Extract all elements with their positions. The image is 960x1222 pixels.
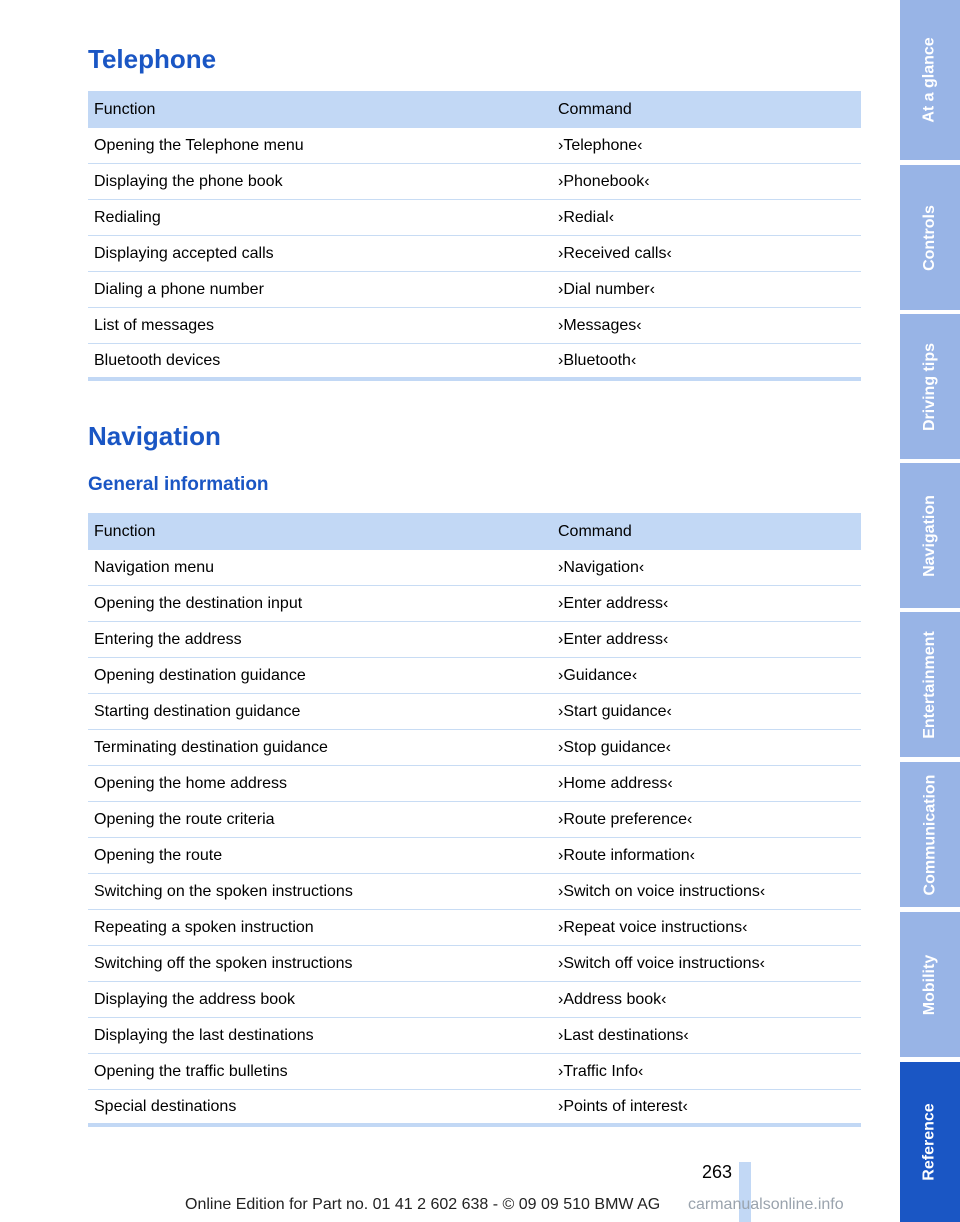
function-cell: Displaying the address book xyxy=(88,982,552,1018)
table-row xyxy=(88,344,861,380)
function-cell: Opening the route xyxy=(88,838,552,874)
command-cell: ›Traffic Info‹ xyxy=(552,1054,861,1090)
chapter-tab-label: Driving tips xyxy=(921,342,939,431)
chapter-tab-label: Reference xyxy=(921,1103,938,1181)
chapter-tab-label: At a glance xyxy=(921,37,939,123)
chapter-tab-label: Entertainment xyxy=(921,630,939,739)
table-row xyxy=(88,982,861,1018)
footer-edition-text: Online Edition for Part no. 01 41 2 602 638 - © 09 09 510 BMW AG xyxy=(185,1196,661,1213)
chapter-tab-label: Mobility xyxy=(921,954,938,1015)
chapter-tab-controls[interactable] xyxy=(900,165,960,310)
table-row xyxy=(88,308,861,344)
table-row xyxy=(88,946,861,982)
table-row xyxy=(88,586,861,622)
table-row xyxy=(88,200,861,236)
function-cell: Bluetooth devices xyxy=(88,344,552,380)
command-cell: ›Bluetooth‹ xyxy=(552,344,861,380)
function-cell: List of messages xyxy=(88,308,552,344)
page-number: 263 xyxy=(701,1162,732,1182)
command-cell: ›Navigation‹ xyxy=(552,550,861,586)
function-cell: Opening the route criteria xyxy=(88,802,552,838)
table-header-row xyxy=(88,91,861,128)
command-cell: ›Received calls‹ xyxy=(552,236,861,272)
table-header-row xyxy=(88,513,861,550)
telephone-command-table xyxy=(88,91,861,381)
table-row xyxy=(88,730,861,766)
command-cell: ›Phonebook‹ xyxy=(552,164,861,200)
function-cell: Terminating destination guidance xyxy=(88,730,552,766)
command-cell: ›Repeat voice instructions‹ xyxy=(552,910,861,946)
table-row xyxy=(88,128,861,164)
table-row xyxy=(88,910,861,946)
command-cell: ›Enter address‹ xyxy=(552,586,861,622)
chapter-tab-mobility[interactable] xyxy=(900,912,960,1057)
subsection-title-general-information: General information xyxy=(88,474,269,495)
table-row xyxy=(88,658,861,694)
function-cell: Switching on the spoken instructions xyxy=(88,874,552,910)
command-cell: ›Stop guidance‹ xyxy=(552,730,861,766)
table-row xyxy=(88,694,861,730)
function-cell: Displaying the phone book xyxy=(88,164,552,200)
command-cell: ›Points of interest‹ xyxy=(552,1090,861,1126)
table-row xyxy=(88,1054,861,1090)
table-row xyxy=(88,272,861,308)
function-cell: Starting destination guidance xyxy=(88,694,552,730)
chapter-tab-driving-tips[interactable] xyxy=(900,314,960,459)
chapter-tab-at-a-glance[interactable] xyxy=(900,0,960,160)
table-row xyxy=(88,622,861,658)
table-row xyxy=(88,164,861,200)
command-cell: ›Address book‹ xyxy=(552,982,861,1018)
command-cell: ›Messages‹ xyxy=(552,308,861,344)
navigation-command-table xyxy=(88,513,861,1127)
chapter-tab-entertainment[interactable] xyxy=(900,612,960,757)
chapter-tab-reference[interactable] xyxy=(900,1062,960,1222)
table-row xyxy=(88,838,861,874)
chapter-tab-navigation[interactable] xyxy=(900,463,960,608)
command-cell: ›Home address‹ xyxy=(552,766,861,802)
command-cell: ›Telephone‹ xyxy=(552,128,861,164)
function-cell: Navigation menu xyxy=(88,550,552,586)
function-cell: Special destinations xyxy=(88,1090,552,1126)
command-cell: ›Route preference‹ xyxy=(552,802,861,838)
section-title-telephone: Telephone xyxy=(88,44,217,74)
command-cell: ›Guidance‹ xyxy=(552,658,861,694)
function-cell: Redialing xyxy=(88,200,552,236)
chapter-sidebar xyxy=(900,0,960,1222)
table-row xyxy=(88,550,861,586)
function-cell: Repeating a spoken instruction xyxy=(88,910,552,946)
chapter-tab-label: Controls xyxy=(921,204,938,271)
chapter-tab-communication[interactable] xyxy=(900,762,960,907)
function-cell: Opening the home address xyxy=(88,766,552,802)
command-cell: ›Redial‹ xyxy=(552,200,861,236)
column-header-function: Function xyxy=(88,91,552,128)
section-title-navigation: Navigation xyxy=(88,421,221,451)
function-cell: Opening destination guidance xyxy=(88,658,552,694)
table-row xyxy=(88,236,861,272)
function-cell: Opening the Telephone menu xyxy=(88,128,552,164)
column-header-command: Command xyxy=(552,91,861,128)
function-cell: Opening the destination input xyxy=(88,586,552,622)
watermark: carmanualsonline.info xyxy=(688,1196,844,1213)
command-cell: ›Switch on voice instructions‹ xyxy=(552,874,861,910)
table-row xyxy=(88,766,861,802)
column-header-function: Function xyxy=(88,513,552,550)
command-cell: ›Start guidance‹ xyxy=(552,694,861,730)
command-cell: ›Route information‹ xyxy=(552,838,861,874)
command-cell: ›Enter address‹ xyxy=(552,622,861,658)
function-cell: Opening the traffic bulletins xyxy=(88,1054,552,1090)
chapter-tab-label: Communication xyxy=(921,774,939,895)
function-cell: Entering the address xyxy=(88,622,552,658)
command-cell: ›Switch off voice instructions‹ xyxy=(552,946,861,982)
column-header-command: Command xyxy=(552,513,861,550)
command-cell: ›Dial number‹ xyxy=(552,272,861,308)
table-row xyxy=(88,874,861,910)
command-cell: ›Last destinations‹ xyxy=(552,1018,861,1054)
function-cell: Displaying the last destinations xyxy=(88,1018,552,1054)
function-cell: Dialing a phone number xyxy=(88,272,552,308)
function-cell: Switching off the spoken instructions xyxy=(88,946,552,982)
table-row xyxy=(88,1090,861,1126)
table-row xyxy=(88,802,861,838)
table-row xyxy=(88,1018,861,1054)
chapter-tab-label: Navigation xyxy=(921,494,939,577)
function-cell: Displaying accepted calls xyxy=(88,236,552,272)
